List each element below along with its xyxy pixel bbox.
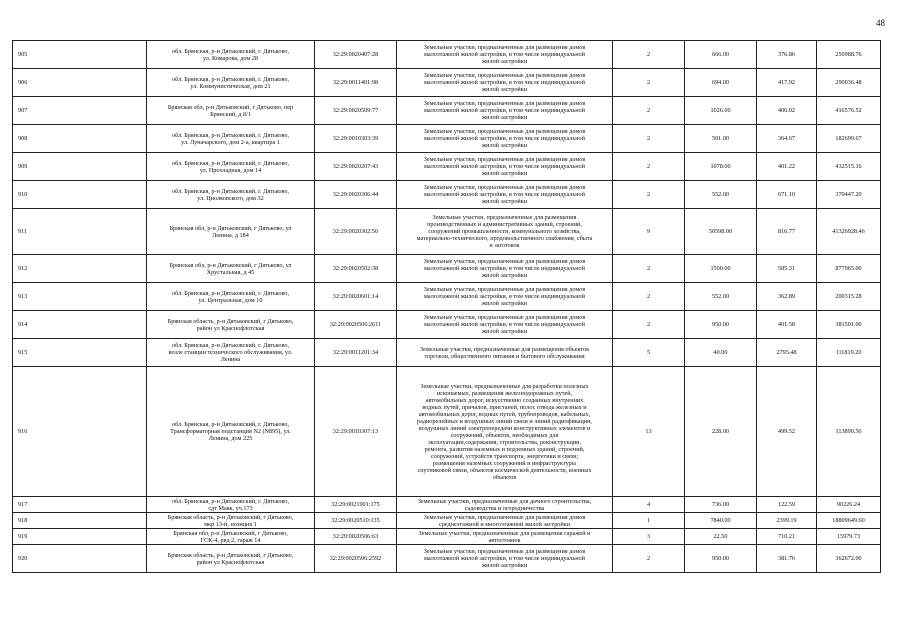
- table-row: [13, 69, 881, 97]
- address-cell: Брянская область, р-н Дятьковский, г Дятьково, мкр 13-й, позиция 1: [147, 513, 315, 529]
- land-use-cell: Земельные участки, предназначенные для размещения объектов торговли, общественного питания и бытового обслуживания: [397, 339, 613, 367]
- table-row: [13, 255, 881, 283]
- table-row: [13, 181, 881, 209]
- land-use-cell: Земельные участки, предназначенные для размещения производственных и административных зданий, строений, сооружений промышленности, коммунального хозяйства, материально-технического, продовольственного снабжения, сбыта и заготовок: [397, 209, 613, 255]
- specific-value-cell: 2795.48: [757, 339, 817, 367]
- cadastral-number-cell: 32:29:0020506:2611: [315, 311, 397, 339]
- area-cell: 228.00: [685, 367, 757, 497]
- cadastral-number-cell: 32:29:0011201:34: [315, 339, 397, 367]
- specific-value-cell: 816.77: [757, 209, 817, 255]
- address-cell: обл. Брянская, р-н Дятьковский, г. Дятьково, Трансформаторная подстанция N2 (N895), ул. Ленина, дом 225: [147, 367, 315, 497]
- address-cell: Брянская обл, р-н Дятьковский, г Дятьково, ГСК-4, ряд 2, гараж 14: [147, 529, 315, 545]
- area-cell: 552.00: [685, 283, 757, 311]
- area-cell: 22.50: [685, 529, 757, 545]
- cadastral-value-cell: 362672.00: [817, 545, 881, 573]
- area-cell: 50598.00: [685, 209, 757, 255]
- table-body: [13, 41, 881, 573]
- land-use-cell: Земельные участки, предназначенные для размещения домов малоэтажной жилой застройки, в том числе индивидуальной жилой застройки: [397, 545, 613, 573]
- group-cell: 2: [613, 255, 685, 283]
- land-use-cell: Земельные участки, предназначенные для размещения домов малоэтажной жилой застройки, в том числе индивидуальной жилой застройки: [397, 181, 613, 209]
- cadastral-number-cell: 32:29:0020407:28: [315, 41, 397, 69]
- row-number: 907: [13, 97, 147, 125]
- land-use-cell: Земельные участки, предназначенные для размещения домов малоэтажной жилой застройки, в том числе индивидуальной жилой застройки: [397, 41, 613, 69]
- table-row: [13, 497, 881, 513]
- row-number: 920: [13, 545, 147, 573]
- land-use-cell: Земельные участки, предназначенные для размещения домов малоэтажной жилой застройки, в том числе индивидуальной жилой застройки: [397, 255, 613, 283]
- cadastral-number-cell: 32:29:0020506:2592: [315, 545, 397, 573]
- cadastral-number-cell: 32:29:0020509:77: [315, 97, 397, 125]
- specific-value-cell: 401.58: [757, 311, 817, 339]
- table-row: [13, 545, 881, 573]
- cadastral-value-cell: 111819.20: [817, 339, 881, 367]
- table-row: [13, 339, 881, 367]
- area-cell: 736.00: [685, 497, 757, 513]
- row-number: 909: [13, 153, 147, 181]
- cadastral-value-cell: 877965.00: [817, 255, 881, 283]
- group-cell: 2: [613, 283, 685, 311]
- land-use-cell: Земельные участки, предназначенные для размещения домов малоэтажной жилой застройки, в том числе индивидуальной жилой застройки: [397, 97, 613, 125]
- group-cell: 2: [613, 69, 685, 97]
- table-row: [13, 153, 881, 181]
- address-cell: обл. Брянская, р-н Дятьковский, г. Дятьково, ул. Луначарского, дом 2-а, квартира 1: [147, 125, 315, 153]
- cadastral-value-cell: 182699.67: [817, 125, 881, 153]
- cadastral-value-cell: 432515.16: [817, 153, 881, 181]
- cadastral-number-cell: 32:29:0011401:98: [315, 69, 397, 97]
- land-valuation-table: [12, 40, 881, 573]
- specific-value-cell: 710.21: [757, 529, 817, 545]
- address-cell: обл. Брянская, р-н Дятьковский, г. Дятьково, ул. Прохладная, дом 14: [147, 153, 315, 181]
- cadastral-number-cell: 32:29:0010307:13: [315, 367, 397, 497]
- group-cell: 2: [613, 153, 685, 181]
- group-cell: 2: [613, 97, 685, 125]
- area-cell: 501.00: [685, 125, 757, 153]
- table-row: [13, 97, 881, 125]
- row-number: 918: [13, 513, 147, 529]
- group-cell: 2: [613, 545, 685, 573]
- address-cell: обл. Брянская, р-н Дятьковский, г. Дятьково, ул. Центральная, дом 10: [147, 283, 315, 311]
- area-cell: 552.00: [685, 181, 757, 209]
- row-number: 910: [13, 181, 147, 209]
- address-cell: Брянская обл, р-н Дятьковский, г Дятьково, пер Брянский, д 8/1: [147, 97, 315, 125]
- row-number: 916: [13, 367, 147, 497]
- address-cell: обл. Брянская, р-н Дятьковский, г. Дятьково, сдт Маяк, уч.173: [147, 497, 315, 513]
- row-number: 915: [13, 339, 147, 367]
- specific-value-cell: 499.52: [757, 367, 817, 497]
- cadastral-value-cell: 41326928.46: [817, 209, 881, 255]
- group-cell: 13: [613, 367, 685, 497]
- area-cell: 950.00: [685, 311, 757, 339]
- area-cell: 1026.00: [685, 97, 757, 125]
- table-row: [13, 513, 881, 529]
- cadastral-number-cell: 32:29:0020506:63: [315, 529, 397, 545]
- group-cell: 1: [613, 513, 685, 529]
- row-number: 906: [13, 69, 147, 97]
- table-row: [13, 41, 881, 69]
- table-row: [13, 283, 881, 311]
- area-cell: 7840.00: [685, 513, 757, 529]
- area-cell: 1500.00: [685, 255, 757, 283]
- group-cell: 5: [613, 339, 685, 367]
- cadastral-number-cell: 32:29:0020510:135: [315, 513, 397, 529]
- area-cell: 40.00: [685, 339, 757, 367]
- row-number: 911: [13, 209, 147, 255]
- land-use-cell: Земельные участки, предназначенные для разработки полезных ископаемых, размещения железнодорожных путей, автомобильных дорог, искусственно созданных внутренних водных путей, причалов, пристаней, полос отвода железных и автомобильных дорог, водных путей, трубопроводов, кабельных, радиорелейных и воздушных линий связи и линий радиофикации, воздушных линий электропередачи конструктивных элементов и сооружений, объектов, необходимых для эксплуатации,содержания, строительства, реконструкции, ремонта, развития наземных и подземных зданий, строений, сооружений, устройств транспорта, энергетики и связи; размещения наземных сооружений и инфраструктуры спутниковой связи, объектов космической деятельности, военных объектов: [397, 367, 613, 497]
- specific-value-cell: 406.02: [757, 97, 817, 125]
- group-cell: 2: [613, 181, 685, 209]
- land-use-cell: Земельные участки, предназначенные для размещения домов малоэтажной жилой застройки, в том числе индивидуальной жилой застройки: [397, 311, 613, 339]
- area-cell: 1078.00: [685, 153, 757, 181]
- row-number: 917: [13, 497, 147, 513]
- cadastral-value-cell: 370447.20: [817, 181, 881, 209]
- table-row: [13, 529, 881, 545]
- cadastral-value-cell: 290036.48: [817, 69, 881, 97]
- address-cell: Брянская область, р-н Дятьковский, г Дятьково, район ул Краснофлотская: [147, 545, 315, 573]
- group-cell: 9: [613, 209, 685, 255]
- land-use-cell: Земельные участки, предназначенные для дачного строительства, садоводства и огородничества: [397, 497, 613, 513]
- specific-value-cell: 362.89: [757, 283, 817, 311]
- page-number: 48: [876, 18, 885, 28]
- cadastral-number-cell: 32:29:0010303:39: [315, 125, 397, 153]
- area-cell: 950.00: [685, 545, 757, 573]
- land-use-cell: Земельные участки, предназначенные для размещения домов малоэтажной жилой застройки, в том числе индивидуальной жилой застройки: [397, 153, 613, 181]
- land-use-cell: Земельные участки, предназначенные для размещения гаражей и автостоянок: [397, 529, 613, 545]
- specific-value-cell: 401.22: [757, 153, 817, 181]
- address-cell: обл. Брянская, р-н Дятьковский, г. Дятьково, ул. Коммунистическая, дом 21: [147, 69, 315, 97]
- address-cell: обл. Брянская, р-н Дятьковский, г. Дятьково, ул. Комарова, дом 28: [147, 41, 315, 69]
- row-number: 905: [13, 41, 147, 69]
- address-cell: обл. Брянская, р-н Дятьковский, г. Дятьково, ул. Циолковского, дом 32: [147, 181, 315, 209]
- address-cell: обл. Брянская, р-н Дятьковский, г. Дятьково, возле станции технического обслуживания, ул. Ленина: [147, 339, 315, 367]
- cadastral-value-cell: 250988.76: [817, 41, 881, 69]
- table-row: [13, 125, 881, 153]
- address-cell: Брянская обл, р-н Дятьковский, г Дятьково, ул Хрустальная, д 45: [147, 255, 315, 283]
- cadastral-number-cell: 32:29:0020302:56: [315, 209, 397, 255]
- specific-value-cell: 2399.19: [757, 513, 817, 529]
- cadastral-value-cell: 416576.52: [817, 97, 881, 125]
- row-number: 919: [13, 529, 147, 545]
- cadastral-number-cell: 32:29:0021901:175: [315, 497, 397, 513]
- specific-value-cell: 364.67: [757, 125, 817, 153]
- cadastral-number-cell: 32:29:0020601:14: [315, 283, 397, 311]
- land-use-cell: Земельные участки, предназначенные для размещения домов среднеэтажной и многоэтажной жилой застройки: [397, 513, 613, 529]
- cadastral-value-cell: 200315.28: [817, 283, 881, 311]
- group-cell: 2: [613, 125, 685, 153]
- address-cell: Брянская область, р-н Дятьковский, г Дятьково, район ул Краснофлотская: [147, 311, 315, 339]
- group-cell: 2: [613, 311, 685, 339]
- row-number: 912: [13, 255, 147, 283]
- land-use-cell: Земельные участки, предназначенные для размещения домов малоэтажной жилой застройки, в том числе индивидуальной жилой застройки: [397, 283, 613, 311]
- row-number: 913: [13, 283, 147, 311]
- address-cell: Брянская обл, р-н Дятьковский, г Дятьково, ул Ленина, д 184: [147, 209, 315, 255]
- group-cell: 4: [613, 497, 685, 513]
- area-cell: 666.00: [685, 41, 757, 69]
- cadastral-number-cell: 32:29:0020502:38: [315, 255, 397, 283]
- specific-value-cell: 671.10: [757, 181, 817, 209]
- area-cell: 694.00: [685, 69, 757, 97]
- land-use-cell: Земельные участки, предназначенные для размещения домов малоэтажной жилой застройки, в том числе индивидуальной жилой застройки: [397, 125, 613, 153]
- group-cell: 3: [613, 529, 685, 545]
- specific-value-cell: 122.59: [757, 497, 817, 513]
- table-row: [13, 367, 881, 497]
- cadastral-value-cell: 15979.73: [817, 529, 881, 545]
- specific-value-cell: 376.86: [757, 41, 817, 69]
- specific-value-cell: 417.92: [757, 69, 817, 97]
- cadastral-value-cell: 18809649.60: [817, 513, 881, 529]
- cadastral-number-cell: 32:29:0020207:43: [315, 153, 397, 181]
- group-cell: 2: [613, 41, 685, 69]
- cadastral-value-cell: 113890.56: [817, 367, 881, 497]
- specific-value-cell: 585.31: [757, 255, 817, 283]
- row-number: 914: [13, 311, 147, 339]
- table-row: [13, 311, 881, 339]
- cadastral-value-cell: 381501.00: [817, 311, 881, 339]
- land-use-cell: Земельные участки, предназначенные для размещения домов малоэтажной жилой застройки, в том числе индивидуальной жилой застройки: [397, 69, 613, 97]
- row-number: 908: [13, 125, 147, 153]
- cadastral-value-cell: 90226.24: [817, 497, 881, 513]
- cadastral-number-cell: 32:29:0020306:44: [315, 181, 397, 209]
- table-row: [13, 209, 881, 255]
- specific-value-cell: 381.76: [757, 545, 817, 573]
